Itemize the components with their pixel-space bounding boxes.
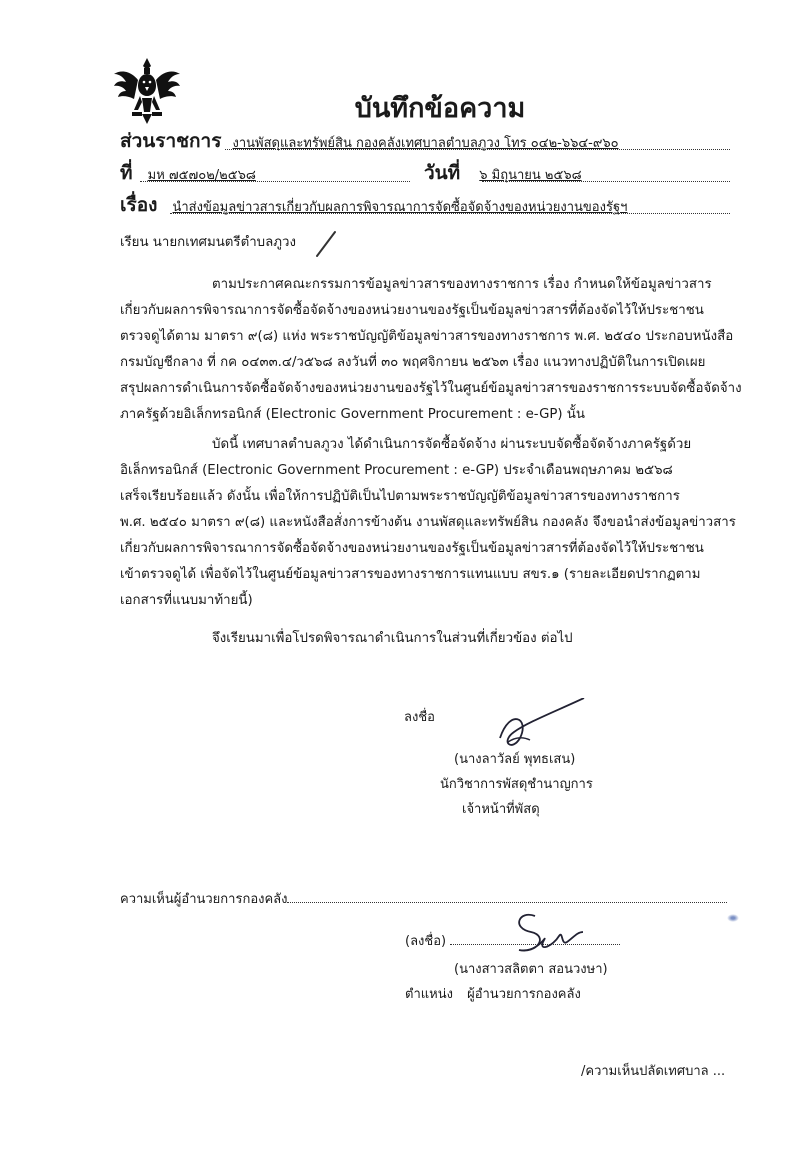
paragraph-line: เอกสารที่แนบมาท้ายนี้): [120, 593, 253, 608]
date-value: ๖ มิถุนายน ๒๕๖๘: [479, 168, 582, 183]
agency-dotted-line: [225, 149, 730, 150]
paragraph-line: เสร็จเรียบร้อยแล้ว ดังนั้น เพื่อให้การปฏิบัติเป็นไปตามพระราชบัญญัติข้อมูลข่าวสารของทางราชการ: [120, 489, 680, 504]
subject-row: [120, 190, 627, 220]
paragraph-line: ตามประกาศคณะกรรมการข้อมูลข่าวสารของทางราชการ เรื่อง กำหนดให้ข้อมูลข่าวสาร: [212, 277, 712, 292]
paragraph-line: เข้าตรวจดูได้ เพื่อจัดไว้ในศูนย์ข้อมูลข่าวสารของทางราชการแทนแบบ สขร.๑ (รายละเอียดปรากฏตาม: [120, 567, 701, 582]
opinion-signer-name: (นางสาวสลิตตา สอนวงษา): [454, 962, 608, 977]
paragraph-1: [120, 272, 740, 428]
paragraph-line: สรุปผลการดำเนินการจัดซื้อจัดจ้างของหน่วยงานของรัฐไว้ในศูนย์ข้อมูลข่าวสารของราชการระบบจัดซื้อจัดจ้าง: [120, 381, 742, 396]
paragraph-line: ตรวจดูได้ตาม มาตรา ๙(๘) แห่ง พระราชบัญญัติข้อมูลข่าวสารของทางราชการ พ.ศ. ๒๕๔๐ ประกอบหนังสือ: [120, 329, 734, 344]
paragraph-3: จึงเรียนมาเพื่อโปรดพิจารณาดำเนินการในส่วนที่เกี่ยวข้อง ต่อไป: [212, 631, 573, 646]
signer-1-position: นักวิชาการพัสดุชำนาญการ: [440, 777, 593, 792]
date-dotted-line: [482, 181, 730, 182]
opinion-label-text: ความเห็นผู้อำนวยการกองคลัง: [120, 892, 288, 907]
opinion-position-row: [405, 983, 581, 1004]
opinion-position-value: ผู้อำนวยการกองคลัง: [467, 987, 581, 1002]
ref-row: [120, 158, 256, 188]
ink-smudge: [727, 914, 739, 922]
memo-title: บันทึกข้อความ: [354, 93, 526, 124]
continued-note: /ความเห็นปลัดเทศบาล ...: [581, 1064, 726, 1079]
date-row: [424, 158, 582, 188]
agency-label: ส่วนราชการ: [120, 130, 222, 152]
signer-1-role: เจ้าหน้าที่พัสดุ: [462, 802, 540, 817]
signer-1-name: (นางลาวัลย์ พุทธเสน): [454, 752, 576, 767]
paragraph-line: บัดนี้ เทศบาลตำบลภูวง ได้ดำเนินการจัดซื้อจัดจ้าง ผ่านระบบจัดซื้อจัดจ้างภาครัฐด้วย: [212, 437, 692, 452]
date-label: วันที่: [424, 162, 461, 184]
agency-value: งานพัสดุและทรัพย์สิน กองคลังเทศบาลตำบลภูวง โทร ๐๔๒-๖๖๔-๙๖๐: [232, 136, 619, 151]
opinion-label: [120, 888, 727, 909]
ref-dotted-line: [140, 181, 410, 182]
paragraph-line: เกี่ยวกับผลการพิจารณาการจัดซื้อจัดจ้างของหน่วยงานของรัฐเป็นข้อมูลข่าวสารที่ต้องจัดไว้ให้ประชาชน: [120, 303, 704, 318]
check-mark-icon: [315, 228, 339, 258]
paragraph-line: พ.ศ. ๒๕๔๐ มาตรา ๙(๘) และหนังสือสั่งการข้างต้น งานพัสดุและทรัพย์สิน กองคลัง จึงขอนำส่งข้อมูลข่าวสาร: [120, 515, 736, 530]
paragraph-line: ภาครัฐด้วยอิเล็กทรอนิกส์ (Electronic Government Procurement : e-GP) นั้น: [120, 407, 585, 422]
opinion-dotted-line: [287, 902, 727, 903]
opinion-sign-label: (ลงชื่อ): [405, 934, 447, 949]
paragraph-2: [120, 432, 740, 614]
sign-label: ลงชื่อ: [404, 710, 435, 725]
subject-dotted-line: [170, 213, 730, 214]
signature-2-icon: [505, 904, 585, 960]
subject-label: เรื่อง: [120, 194, 158, 216]
agency-row: [120, 126, 619, 156]
subject-value: นำส่งข้อมูลข่าวสารเกี่ยวกับผลการพิจารณาการจัดซื้อจัดจ้างของหน่วยงานของรัฐฯ: [172, 200, 628, 215]
salutation: เรียน นายกเทศมนตรีตำบลภูวง: [120, 235, 296, 250]
paragraph-line: อิเล็กทรอนิกส์ (Electronic Government Procurement : e-GP) ประจำเดือนพฤษภาคม ๒๕๖๘: [120, 463, 673, 478]
ref-value: มห ๗๕๗๐๒/๒๕๖๘: [147, 168, 256, 183]
paragraph-line: เกี่ยวกับผลการพิจารณาการจัดซื้อจัดจ้างของหน่วยงานของรัฐเป็นข้อมูลข่าวสารที่ต้องจัดไว้ให้ประชาชน: [120, 541, 704, 556]
ref-label: ที่: [120, 162, 133, 184]
opinion-position-label: ตำแหน่ง: [405, 987, 453, 1002]
paragraph-line: กรมบัญชีกลาง ที่ กค ๐๔๓๓.๔/ว๕๖๘ ลงวันที่ ๓๐ พฤศจิกายน ๒๕๖๓ เรื่อง แนวทางปฏิบัติในการเปิดเผย: [120, 355, 706, 370]
